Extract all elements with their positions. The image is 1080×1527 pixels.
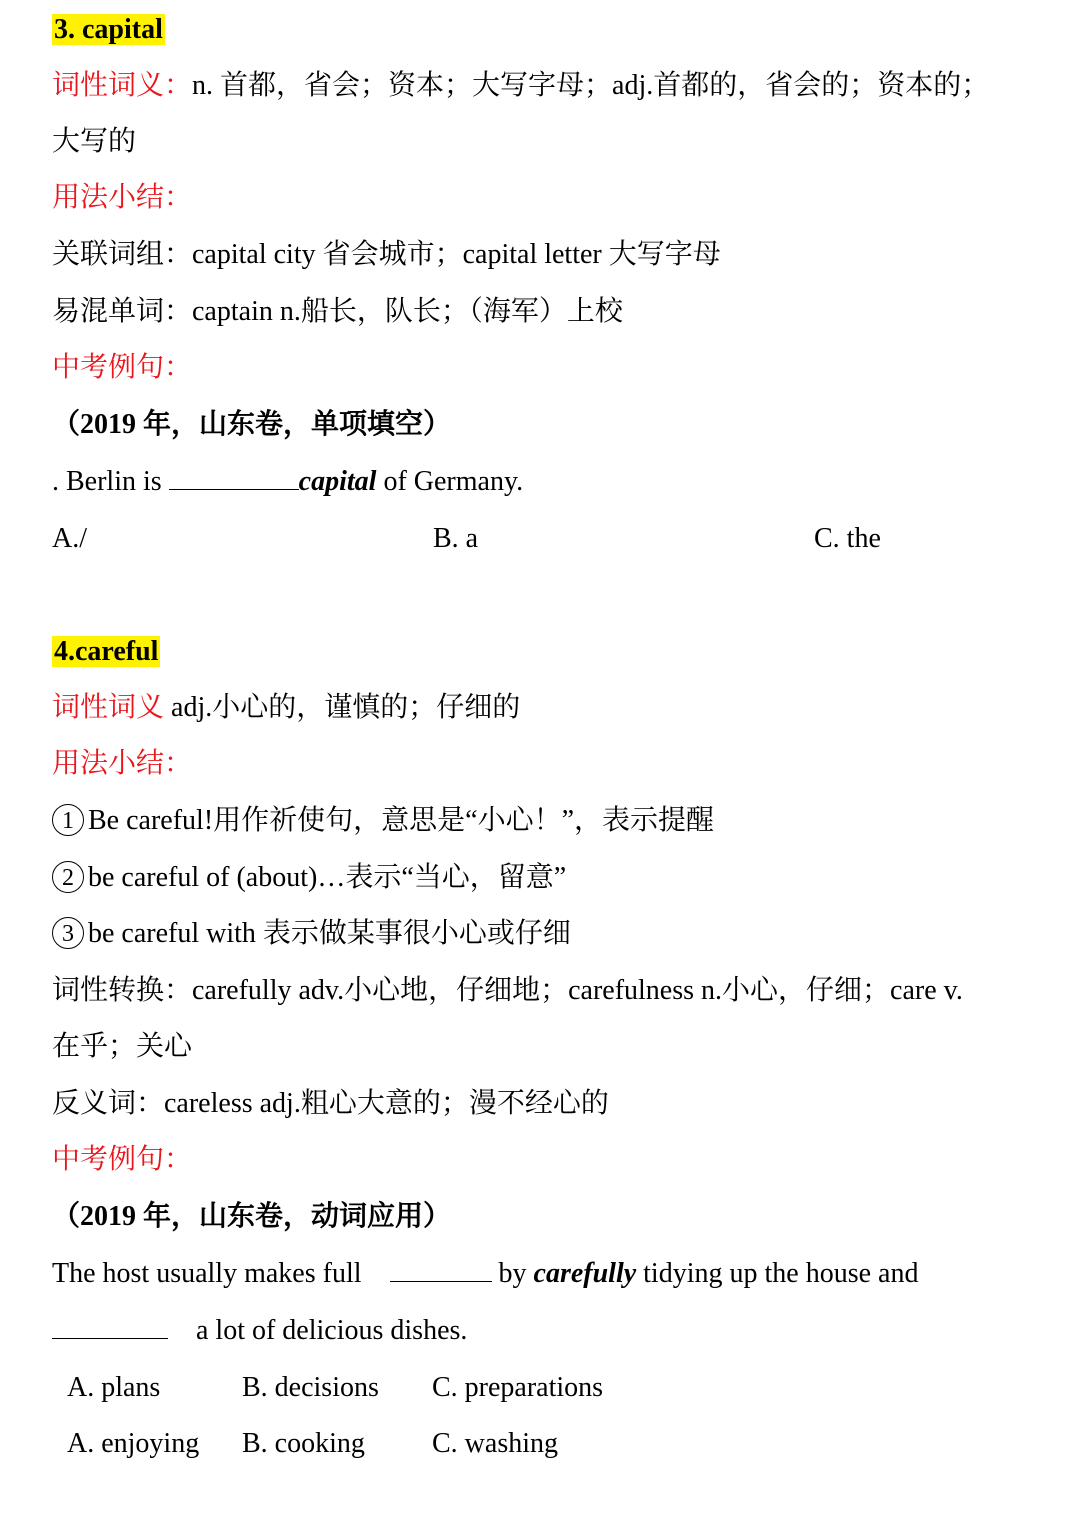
options-row-1 xyxy=(52,1364,752,1412)
heading-highlight: 3. capital xyxy=(54,14,163,45)
usage-label: 用法小结： xyxy=(52,748,193,779)
question-prefix: The host usually makes full xyxy=(52,1258,362,1289)
option-b: B. a xyxy=(433,523,479,554)
options-row-2 xyxy=(52,1420,752,1468)
option-c: C. washing xyxy=(432,1428,558,1459)
confusable-words: 易混单词：captain n.船长，队长；（海军）上校 xyxy=(52,296,623,327)
usage-item-text: Be careful!用作祈使句，意思是“小心！”，表示提醒 xyxy=(88,805,714,836)
related-phrases: 关联词组：capital city 省会城市；capital letter 大写字母 xyxy=(52,239,721,270)
option-a: A. enjoying xyxy=(67,1428,200,1459)
question-keyword: capital xyxy=(298,466,377,497)
usage-item-text: be careful of (about)…表示“当心，留意” xyxy=(88,862,567,893)
option-a: A. plans xyxy=(67,1372,161,1403)
section-3-heading xyxy=(52,6,165,54)
question-line xyxy=(52,458,523,506)
option-b: B. cooking xyxy=(242,1428,365,1459)
example-source: （2019 年，山东卷，单项填空） xyxy=(52,409,452,440)
example-label: 中考例句： xyxy=(52,1144,193,1175)
question-keyword: carefully xyxy=(533,1258,637,1289)
meaning-text-cont: 大写的 xyxy=(52,126,137,157)
answer-blank-1 xyxy=(390,1251,492,1282)
option-c: C. preparations xyxy=(432,1372,604,1403)
circled-number: 3 xyxy=(52,917,84,949)
option-b: B. decisions xyxy=(242,1372,379,1403)
heading-highlight: 4.careful xyxy=(54,636,159,667)
meaning-label: 词性词义： xyxy=(52,70,193,101)
meaning-line xyxy=(52,62,989,110)
usage-item-3 xyxy=(52,910,571,958)
antonym: 反义词：careless adj.粗心大意的；漫不经心的 xyxy=(52,1088,609,1119)
meaning-line xyxy=(52,684,520,732)
answer-blank xyxy=(169,459,299,490)
meaning-line-cont xyxy=(52,118,136,166)
example-source: （2019 年，山东卷，动词应用） xyxy=(52,1201,452,1232)
option-a: A./ xyxy=(52,523,87,554)
section-4-heading xyxy=(52,628,160,676)
option-c: C. the xyxy=(814,523,881,554)
question-line-1 xyxy=(52,1250,918,1298)
example-label: 中考例句： xyxy=(52,352,193,383)
question-suffix: a lot of delicious dishes. xyxy=(196,1315,468,1346)
meaning-text: n. 首都，省会；资本；大写字母；adj.首都的，省会的；资本的； xyxy=(192,70,990,101)
question-suffix: tidying up the house and xyxy=(636,1258,919,1289)
answer-blank-2 xyxy=(52,1308,168,1339)
question-prefix: . Berlin is xyxy=(52,466,169,497)
usage-item-1 xyxy=(52,797,714,845)
meaning-label: 词性词义 xyxy=(52,692,165,723)
options-row xyxy=(52,515,1012,563)
word-conversion: 词性转换：carefully adv.小心地，仔细地；carefulness n.小心，仔细；care v. xyxy=(52,975,963,1006)
usage-item-2 xyxy=(52,854,566,902)
question-by: by xyxy=(491,1258,534,1289)
word-conversion-cont: 在乎；关心 xyxy=(52,1031,193,1062)
circled-number: 1 xyxy=(52,804,84,836)
usage-label: 用法小结： xyxy=(52,182,193,213)
question-line-2 xyxy=(52,1307,467,1355)
usage-item-text: be careful with 表示做某事很小心或仔细 xyxy=(88,918,571,949)
question-suffix: of Germany. xyxy=(376,466,524,497)
circled-number: 2 xyxy=(52,861,84,893)
meaning-text: adj.小心的，谨慎的；仔细的 xyxy=(164,692,521,723)
